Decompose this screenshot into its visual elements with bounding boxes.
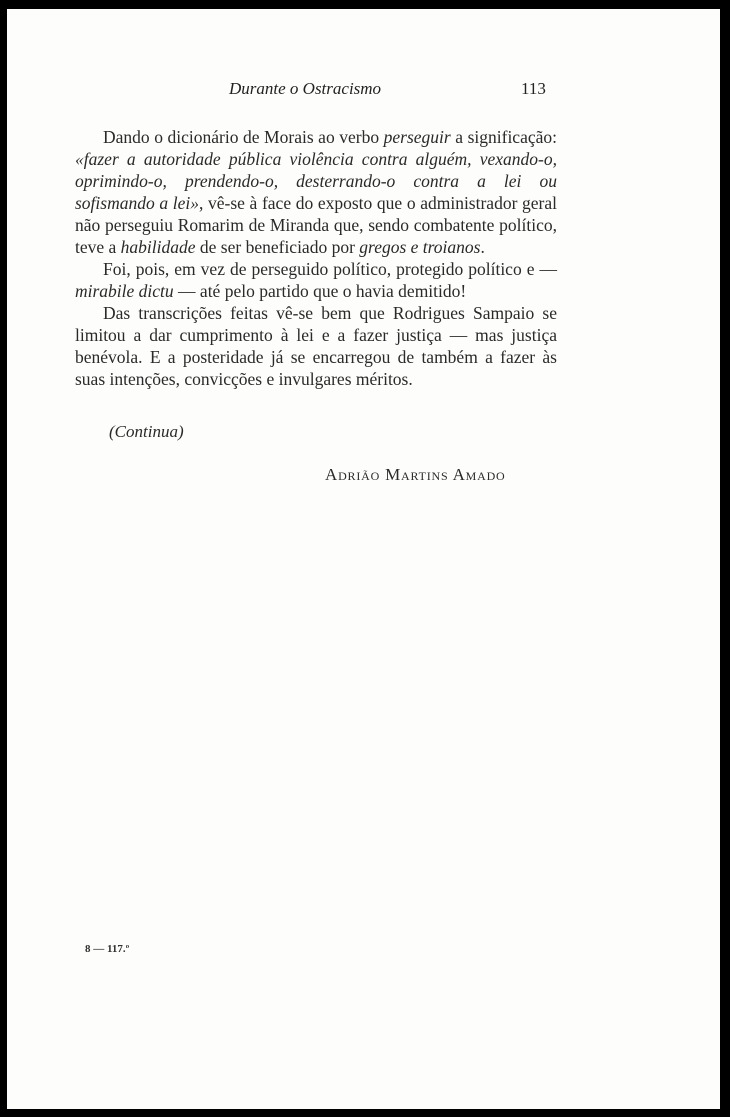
paragraph-1 [75,126,557,258]
continued-note: (Continua) [109,422,184,441]
printer-signature-mark: 8 — 117.º [85,943,130,955]
page-header [7,79,720,103]
text-run: — até pelo partido que o havia demitido! [173,281,467,301]
page-number: 113 [521,79,546,98]
paragraph-3 [75,302,557,390]
italic-run: habilidade [120,237,196,257]
text-run: a significação: [450,127,557,147]
text-run: , vê-se à face do exposto que o administrador geral não perseguiu Romarim de Miranda que, sendo combatente político, teve a [75,193,558,257]
text-run: de ser beneficiado por [195,237,360,257]
page [7,9,720,1109]
italic-run: «fazer a autoridade pública violência contra alguém, vexando-o, oprimindo-o, prendendo-o, desterrando-o contra a lei ou sofismando a lei» [75,149,557,213]
text-run: Das transcrições feitas vê-se bem que Rodrigues Sampaio se limitou a dar cumprimento à lei e a fazer justiça — mas justiça benévola. E a posteridade já se encarregou de também a fazer às suas intenções, convicções e invulgares méritos. [75,303,557,389]
author-signature: Adrião Martins Amado [325,465,506,484]
article-body [75,126,557,390]
italic-run: mirabile dictu [75,281,174,301]
text-run: . [480,237,485,257]
running-title: Durante o Ostracismo [229,79,382,98]
text-run: Dando o dicionário de Morais ao verbo [103,127,384,147]
text-run: Foi, pois, em vez de perseguido político, protegido político e — [103,259,557,279]
paragraph-2 [75,258,557,302]
italic-run: perseguir [383,127,451,147]
italic-run: gregos e troianos [359,237,481,257]
